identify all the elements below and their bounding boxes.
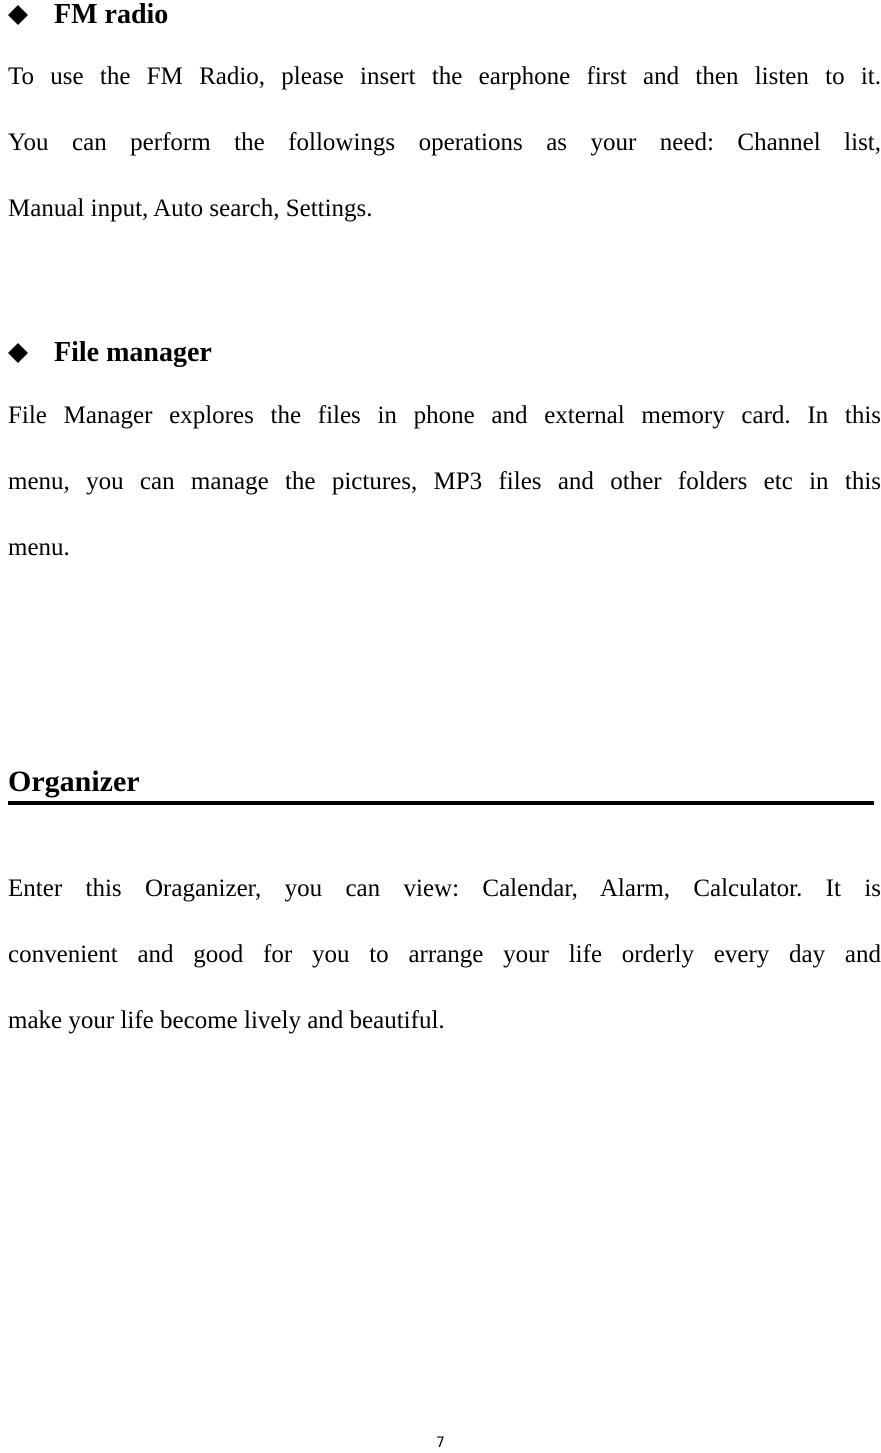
diamond-bullet-icon [8, 5, 28, 25]
fm-radio-title: FM radio [54, 0, 169, 30]
paragraph-line: You can perform the followings operations as your need: Channel list, [8, 129, 881, 156]
diamond-bullet-icon [8, 343, 28, 363]
organizer-paragraph [8, 856, 881, 1054]
page-number: 7 [436, 1435, 445, 1451]
fm-radio-paragraph [8, 44, 881, 242]
paragraph-line: File Manager explores the files in phone and external memory card. In this [8, 402, 881, 429]
paragraph-line: Manual input, Auto search, Settings. [8, 195, 373, 222]
paragraph-line: Enter this Oraganizer, you can view: Calendar, Alarm, Calculator. It is [8, 875, 881, 902]
file-manager-paragraph [8, 383, 881, 581]
file-manager-title: File manager [54, 337, 212, 368]
paragraph-line: To use the FM Radio, please insert the earphone first and then listen to it. [8, 63, 881, 90]
fm-radio-heading [8, 0, 168, 30]
paragraph-line: menu. [8, 534, 70, 561]
file-manager-heading [8, 338, 212, 368]
paragraph-line: convenient and good for you to arrange your life orderly every day and [8, 941, 881, 968]
paragraph-line: make your life become lively and beautiful. [8, 1007, 445, 1034]
organizer-title: Organizer [8, 765, 140, 798]
paragraph-line: menu, you can manage the pictures, MP3 files and other folders etc in this [8, 468, 881, 495]
section-divider [8, 801, 874, 805]
